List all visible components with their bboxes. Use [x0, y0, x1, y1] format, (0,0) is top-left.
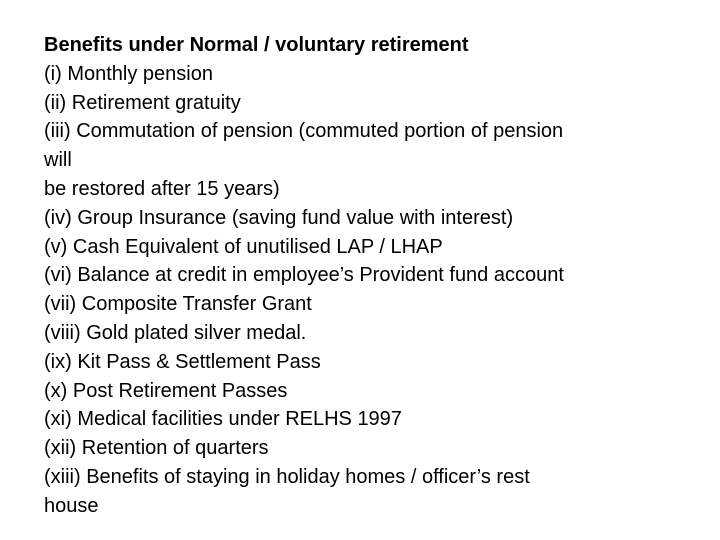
- benefit-line: (i) Monthly pension: [44, 62, 213, 85]
- benefit-line: (iii) Commutation of pension (commuted portion of pension: [44, 120, 564, 143]
- benefit-line: be restored after 15 years): [44, 177, 280, 200]
- benefit-line: (vii) Composite Transfer Grant: [44, 293, 312, 316]
- benefit-line: (ix) Kit Pass & Settlement Pass: [44, 350, 321, 373]
- benefit-line: will: [44, 149, 72, 172]
- benefit-line: (xii) Retention of quarters: [44, 437, 269, 460]
- benefit-line: (v) Cash Equivalent of unutilised LAP / LHAP: [44, 235, 443, 258]
- benefits-text-block: [44, 31, 684, 521]
- benefit-line: (xiii) Benefits of staying in holiday homes / officer’s rest: [44, 465, 530, 488]
- benefit-line: (xi) Medical facilities under RELHS 1997: [44, 408, 402, 431]
- benefit-line: (viii) Gold plated silver medal.: [44, 321, 307, 344]
- benefit-line: (iv) Group Insurance (saving fund value with interest): [44, 206, 514, 229]
- slide-title: Benefits under Normal / voluntary retirement: [44, 34, 469, 56]
- benefit-line: (x) Post Retirement Passes: [44, 379, 288, 402]
- benefit-line: house: [44, 494, 99, 517]
- benefit-line: (ii) Retirement gratuity: [44, 91, 241, 114]
- benefit-line: (vi) Balance at credit in employee’s Provident fund account: [44, 264, 564, 287]
